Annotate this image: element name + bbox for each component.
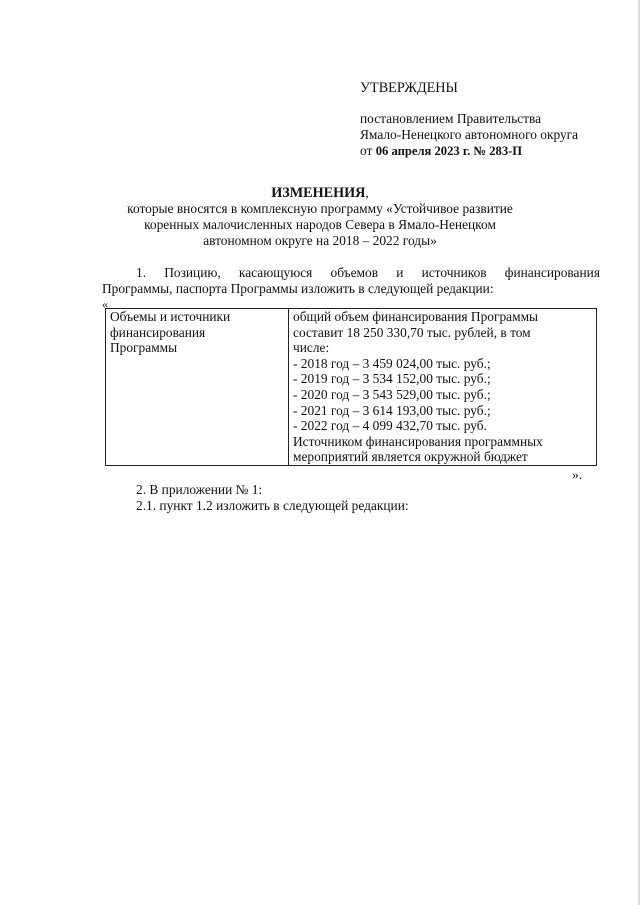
approval-date-line	[360, 143, 578, 159]
cell-line: - 2022 год – 4 099 432,70 тыс. руб.	[293, 418, 487, 434]
cell-line: - 2021 год – 3 614 193,00 тыс. руб.;	[293, 402, 491, 418]
approval-title: УТВЕРЖДЕНЫ	[360, 80, 458, 96]
paragraph-3: 2.1. пункт 1.2 изложить в следующей редакции:	[136, 498, 409, 513]
cell-line: - 2020 год – 3 543 529,00 тыс. руб.;	[293, 386, 491, 402]
closing-quote: ».	[572, 467, 583, 482]
approval-block	[360, 111, 578, 159]
cell-line: - 2019 год – 3 534 152,00 тыс. руб.;	[293, 371, 491, 387]
passport-table	[105, 308, 597, 466]
table-cell-value	[289, 309, 597, 466]
heading-line-2: коренных малочисленных народов Севера в Ямало-Ненецком	[144, 217, 496, 232]
table-cell-label	[106, 309, 289, 466]
heading-title-line	[95, 185, 545, 201]
paragraph-1-line-1: 1. Позицию, касающуюся объемов и источников финансирования	[136, 265, 600, 280]
approval-line-2: Ямало-Ненецкого автономного округа	[360, 127, 579, 142]
cell-line: Объемы и источники	[110, 309, 231, 324]
cell-line: общий объем финансирования Программы	[293, 309, 539, 324]
heading-title-suffix: ,	[365, 185, 369, 200]
paragraph-1-line-2: Программы, паспорта Программы изложить в следующей редакции:	[102, 281, 494, 296]
cell-line: Источником финансирования программных	[293, 433, 543, 449]
heading-title: ИЗМЕНЕНИЯ	[271, 185, 366, 201]
cell-line: мероприятий является окружной бюджет	[293, 449, 528, 465]
cell-line: финансирования	[110, 324, 206, 340]
cell-line: составит 18 250 330,70 тыс. рублей, в том	[293, 324, 531, 340]
cell-line: - 2018 год – 3 459 024,00 тыс. руб.;	[293, 355, 491, 371]
heading-line-1: которые вносятся в комплексную программу «Устойчивое развитие	[127, 201, 513, 216]
heading-line-3: автономном округе на 2018 – 2022 годы»	[203, 233, 437, 248]
opening-quote: «	[102, 297, 108, 311]
approval-line-1: постановлением Правительства	[360, 111, 542, 126]
cell-line: Программы	[110, 340, 178, 356]
changes-heading	[95, 185, 545, 249]
approval-date-value: 06 апреля 2023 г. № 283-П	[375, 144, 523, 158]
paragraph-2: 2. В приложении № 1:	[136, 482, 263, 497]
cell-line: числе:	[293, 340, 330, 356]
approval-date-prefix: от	[360, 143, 373, 158]
table-row	[106, 309, 597, 466]
paragraph-1	[102, 265, 600, 297]
